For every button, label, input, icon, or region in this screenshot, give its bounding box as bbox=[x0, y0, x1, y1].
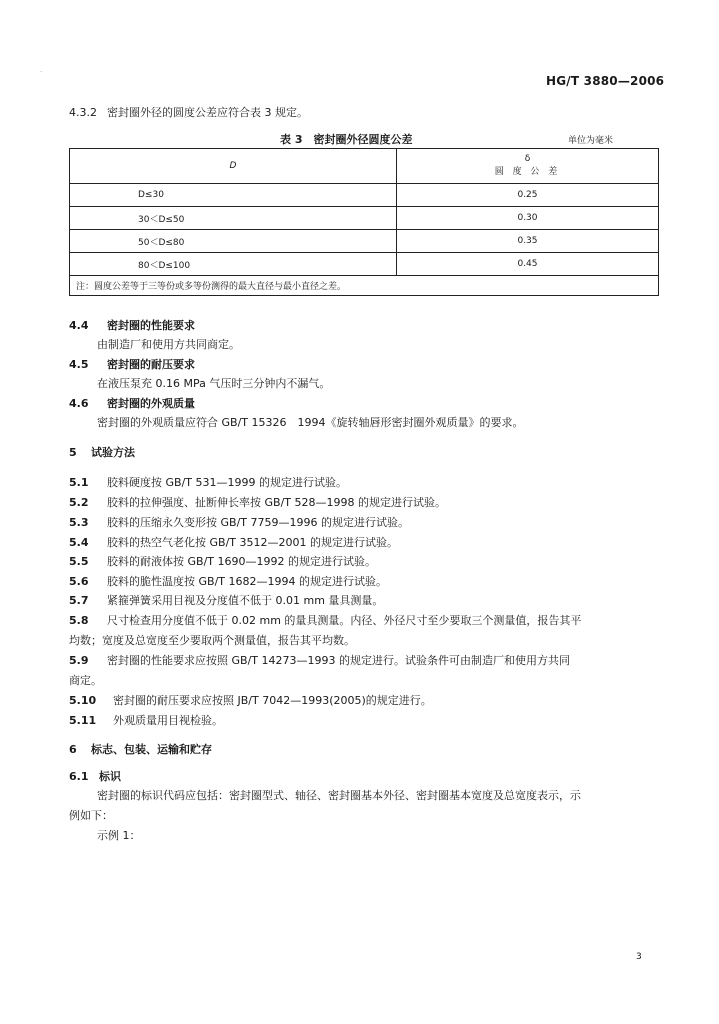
header-label-tolerance: 圆 度 公 差 bbox=[494, 167, 561, 177]
clause-number: 5.1 bbox=[69, 476, 89, 489]
clause-4-5-heading bbox=[69, 356, 195, 372]
clause-5-6 bbox=[69, 573, 387, 589]
clause-number: 5.7 bbox=[69, 594, 89, 607]
clause-number: 5.8 bbox=[69, 614, 89, 627]
clause-number: 4.6 bbox=[69, 397, 89, 410]
section-6-heading bbox=[69, 741, 212, 757]
section-number: 6 bbox=[69, 743, 77, 756]
clause-number: 5.2 bbox=[69, 496, 89, 509]
table-caption: 表 3 密封圈外径圆度公差 bbox=[280, 133, 413, 146]
clause-5-5 bbox=[69, 553, 376, 569]
clause-number: 5.9 bbox=[69, 654, 89, 667]
clause-4-3-2 bbox=[69, 104, 308, 120]
clause-5-9 bbox=[69, 652, 570, 668]
header-label-d: D bbox=[229, 161, 237, 171]
standard-number: HG/T 3880—2006 bbox=[546, 74, 665, 88]
clause-text: 胶料的耐液体按 GB/T 1690—1992 的规定进行试验。 bbox=[107, 555, 376, 568]
clause-number: 5.3 bbox=[69, 516, 89, 529]
clause-title: 标识 bbox=[99, 770, 121, 783]
diameter-range-cell: 30＜D≤50 bbox=[70, 207, 397, 230]
clause-text-line1: 尺寸检查用分度值不低于 0.02 mm 的量具测量。内径、外径尺寸至少要取三个测量值，报告其平 bbox=[107, 614, 582, 627]
tolerance-value-cell: 0.25 bbox=[397, 184, 659, 207]
clause-number: 6.1 bbox=[69, 770, 89, 783]
tolerance-value-cell: 0.45 bbox=[397, 253, 659, 276]
diameter-range-cell: D≤30 bbox=[70, 184, 397, 207]
clause-number: 4.3.2 bbox=[69, 106, 97, 119]
section-title: 标志、包装、运输和贮存 bbox=[91, 743, 212, 756]
clause-6-1-text-line1: 密封圈的标识代码应包括：密封圈型式、轴径、密封圈基本外径、密封圈基本宽度及总宽度表示，示 bbox=[97, 789, 581, 802]
clause-5-10 bbox=[69, 692, 432, 708]
clause-number: 5.11 bbox=[69, 714, 97, 727]
diameter-range-cell: 80＜D≤100 bbox=[70, 253, 397, 276]
clause-text: 密封圈的耐压要求应按照 JB/T 7042—1993(2005)的规定进行。 bbox=[113, 694, 432, 707]
clause-5-9-text-line2: 商定。 bbox=[69, 674, 102, 687]
clause-text: 外观质量用目视检验。 bbox=[113, 714, 223, 727]
section-number: 5 bbox=[69, 446, 77, 459]
clause-number: 5.5 bbox=[69, 555, 89, 568]
roundness-tolerance-table bbox=[69, 148, 659, 296]
clause-6-1-text-line2: 例如下： bbox=[69, 809, 113, 822]
clause-text: 胶料的热空气老化按 GB/T 3512—2001 的规定进行试验。 bbox=[107, 536, 398, 549]
clause-title: 密封圈的外观质量 bbox=[107, 397, 195, 410]
table-row bbox=[70, 230, 659, 253]
section-title: 试验方法 bbox=[91, 446, 135, 459]
clause-5-3 bbox=[69, 514, 409, 530]
header-symbol-delta: δ bbox=[524, 154, 531, 164]
clause-4-4-text: 由制造厂和使用方共同商定。 bbox=[97, 338, 240, 351]
clause-number: 5.6 bbox=[69, 575, 89, 588]
section-5-heading bbox=[69, 444, 135, 460]
clause-5-2 bbox=[69, 494, 446, 510]
table-row bbox=[70, 253, 659, 276]
clause-number: 4.5 bbox=[69, 358, 89, 371]
clause-6-1-heading bbox=[69, 768, 121, 784]
table-row bbox=[70, 184, 659, 207]
clause-text: 胶料的脆性温度按 GB/T 1682—1994 的规定进行试验。 bbox=[107, 575, 387, 588]
clause-5-7 bbox=[69, 592, 383, 608]
tolerance-value-cell: 0.35 bbox=[397, 230, 659, 253]
table-note-row bbox=[70, 276, 659, 296]
clause-number: 5.4 bbox=[69, 536, 89, 549]
clause-text: 胶料硬度按 GB/T 531—1999 的规定进行试验。 bbox=[107, 476, 347, 489]
clause-text: 胶料的压缩永久变形按 GB/T 7759—1996 的规定进行试验。 bbox=[107, 516, 409, 529]
table-unit: 单位为毫米 bbox=[568, 136, 614, 146]
clause-title: 密封圈的耐压要求 bbox=[107, 358, 195, 371]
clause-text: 紧箍弹簧采用目视及分度值不低于 0.01 mm 量具测量。 bbox=[107, 594, 384, 607]
clause-4-4-heading bbox=[69, 317, 195, 333]
clause-title: 密封圈的性能要求 bbox=[107, 319, 195, 332]
scan-speck: . bbox=[40, 66, 43, 74]
clause-4-6-text: 密封圈的外观质量应符合 GB/T 15326 1994《旋转轴唇形密封圈外观质量》的要求。 bbox=[97, 416, 524, 429]
table-note: 注：圆度公差等于三等份或多等份测得的最大直径与最小直径之差。 bbox=[70, 276, 659, 296]
table-row bbox=[70, 207, 659, 230]
clause-number: 5.10 bbox=[69, 694, 97, 707]
clause-5-8-text-line2: 均数；宽度及总宽度至少要取两个测量值，报告其平均数。 bbox=[69, 634, 355, 647]
clause-5-1 bbox=[69, 474, 347, 490]
example-label: 示例 1： bbox=[97, 829, 141, 842]
header-cell-tolerance bbox=[397, 149, 659, 184]
header-cell-diameter bbox=[70, 149, 397, 184]
clause-5-4 bbox=[69, 534, 398, 550]
page-number: 3 bbox=[636, 952, 642, 962]
clause-5-11 bbox=[69, 712, 223, 728]
clause-4-5-text: 在液压泵充 0.16 MPa 气压时三分钟内不漏气。 bbox=[97, 377, 331, 390]
clause-5-8 bbox=[69, 612, 581, 628]
diameter-range-cell: 50＜D≤80 bbox=[70, 230, 397, 253]
table-header-row bbox=[70, 149, 659, 184]
tolerance-value-cell: 0.30 bbox=[397, 207, 659, 230]
clause-4-6-heading bbox=[69, 395, 195, 411]
clause-number: 4.4 bbox=[69, 319, 89, 332]
clause-text: 密封圈外径的圆度公差应符合表 3 规定。 bbox=[107, 106, 308, 119]
clause-text: 胶料的拉伸强度、扯断伸长率按 GB/T 528—1998 的规定进行试验。 bbox=[107, 496, 446, 509]
clause-text-line1: 密封圈的性能要求应按照 GB/T 14273—1993 的规定进行。试验条件可由制造厂和使用方共同 bbox=[107, 654, 570, 667]
